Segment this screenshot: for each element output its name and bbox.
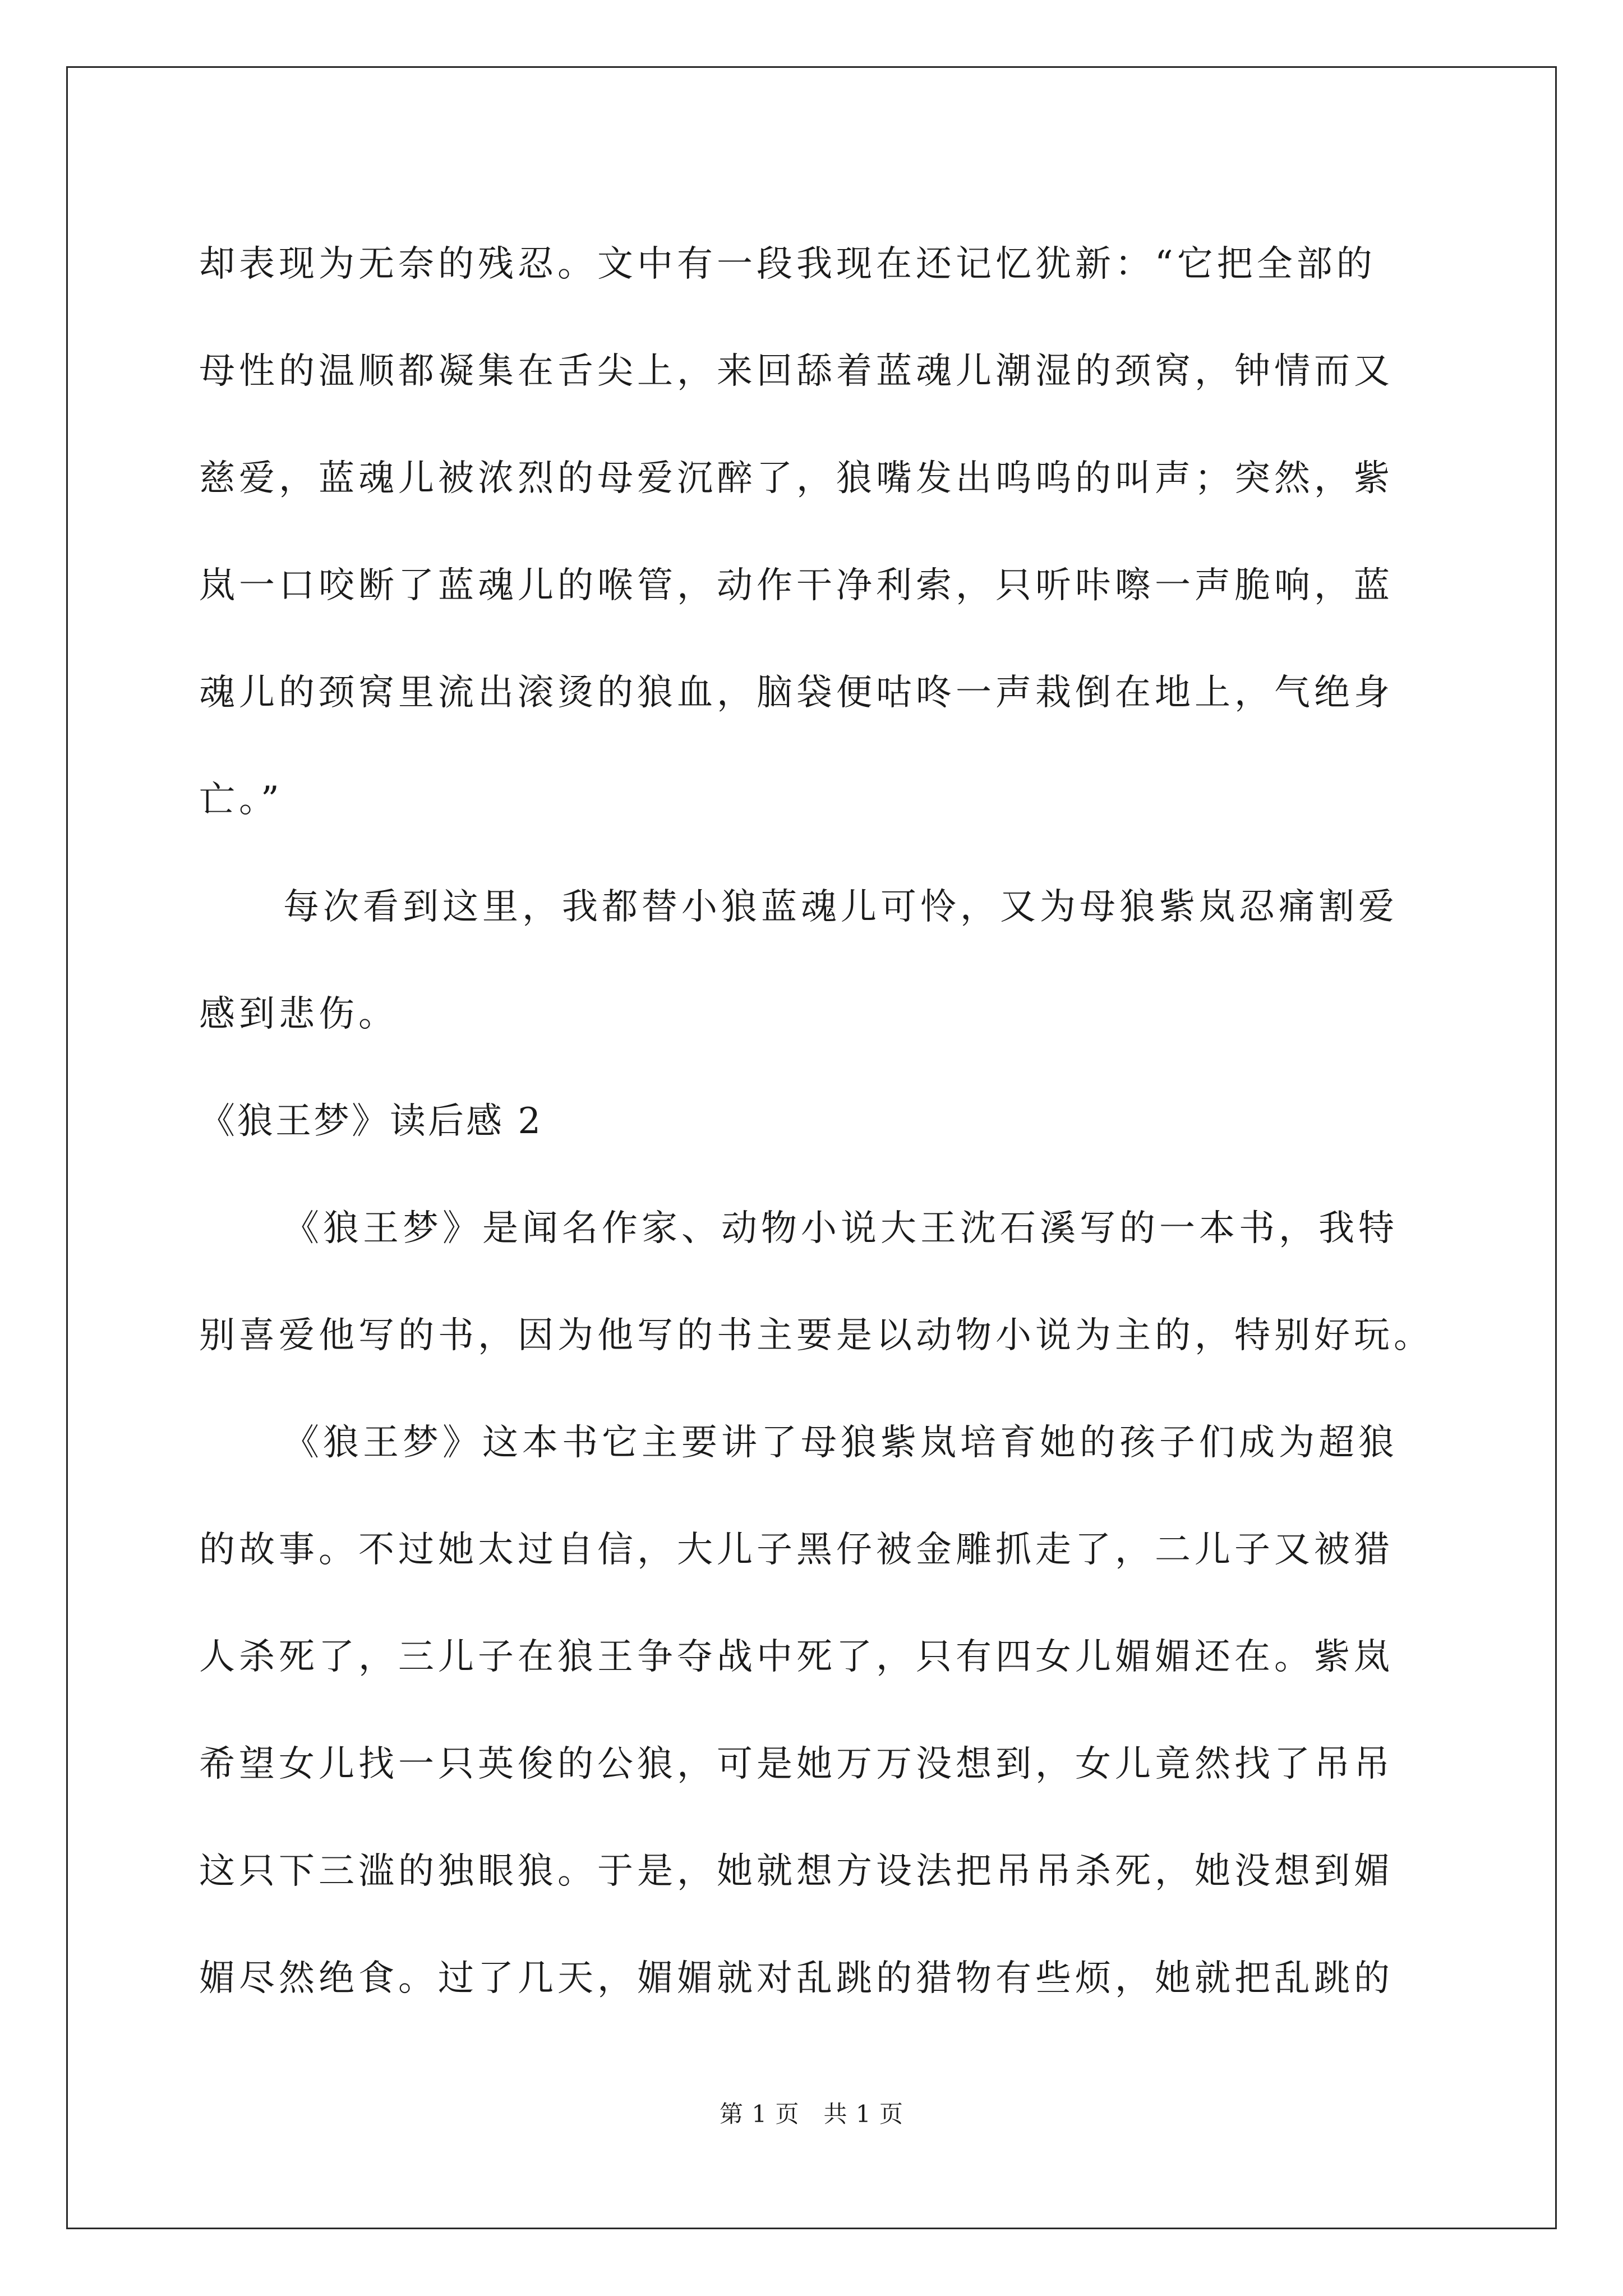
text-line: 希望女儿找一只英俊的公狼，可是她万万没想到，女儿竟然找了吊吊 <box>199 1743 1394 1785</box>
text-line: 岚一口咬断了蓝魂儿的喉管，动作干净利索，只听咔嚓一声脆响，蓝 <box>199 565 1394 606</box>
text-line: 这只下三滥的独眼狼。于是，她就想方设法把吊吊杀死，她没想到媚 <box>199 1851 1394 1892</box>
text-line: 人杀死了，三儿子在狼王争夺战中死了，只有四女儿媚媚还在。紫岚 <box>199 1636 1394 1678</box>
paragraph-first-line: 《狼王梦》是闻名作家、动物小说大王沈石溪写的一本书，我特 <box>283 1208 1398 1249</box>
text-line: 的故事。不过她太过自信，大儿子黑仔被金雕抓走了，二儿子又被猎 <box>199 1529 1394 1571</box>
text-line: 媚尽然绝食。过了几天，媚媚就对乱跳的猎物有些烦，她就把乱跳的 <box>199 1958 1394 1999</box>
text-line: 感到悲伤。 <box>199 993 398 1035</box>
section-heading: 《狼王梦》读后感 2 <box>199 1101 543 1142</box>
page-total: 共 1 页 <box>823 2100 903 2128</box>
paragraph-first-line: 《狼王梦》这本书它主要讲了母狼紫岚培育她的孩子们成为超狼 <box>283 1422 1398 1464</box>
text-line: 亡。” <box>199 779 283 821</box>
page-footer <box>0 2101 1623 2127</box>
page-number: 第 1 页 <box>720 2100 800 2128</box>
text-line: 却表现为无奈的残忍。文中有一段我现在还记忆犹新：“它把全部的 <box>199 243 1376 285</box>
text-line: 魂儿的颈窝里流出滚烫的狼血，脑袋便咕咚一声栽倒在地上，气绝身 <box>199 672 1394 714</box>
text-line: 慈爱，蓝魂儿被浓烈的母爱沉醉了，狼嘴发出呜呜的叫声；突然，紫 <box>199 458 1394 499</box>
document-body <box>199 210 1433 2068</box>
paragraph-first-line: 每次看到这里，我都替小狼蓝魂儿可怜，又为母狼紫岚忍痛割爱 <box>283 886 1398 928</box>
text-line: 别喜爱他写的书，因为他写的书主要是以动物小说为主的，特别好玩。 <box>199 1315 1433 1356</box>
text-line: 母性的温顺都凝集在舌尖上，来回舔着蓝魂儿潮湿的颈窝，钟情而又 <box>199 351 1394 392</box>
